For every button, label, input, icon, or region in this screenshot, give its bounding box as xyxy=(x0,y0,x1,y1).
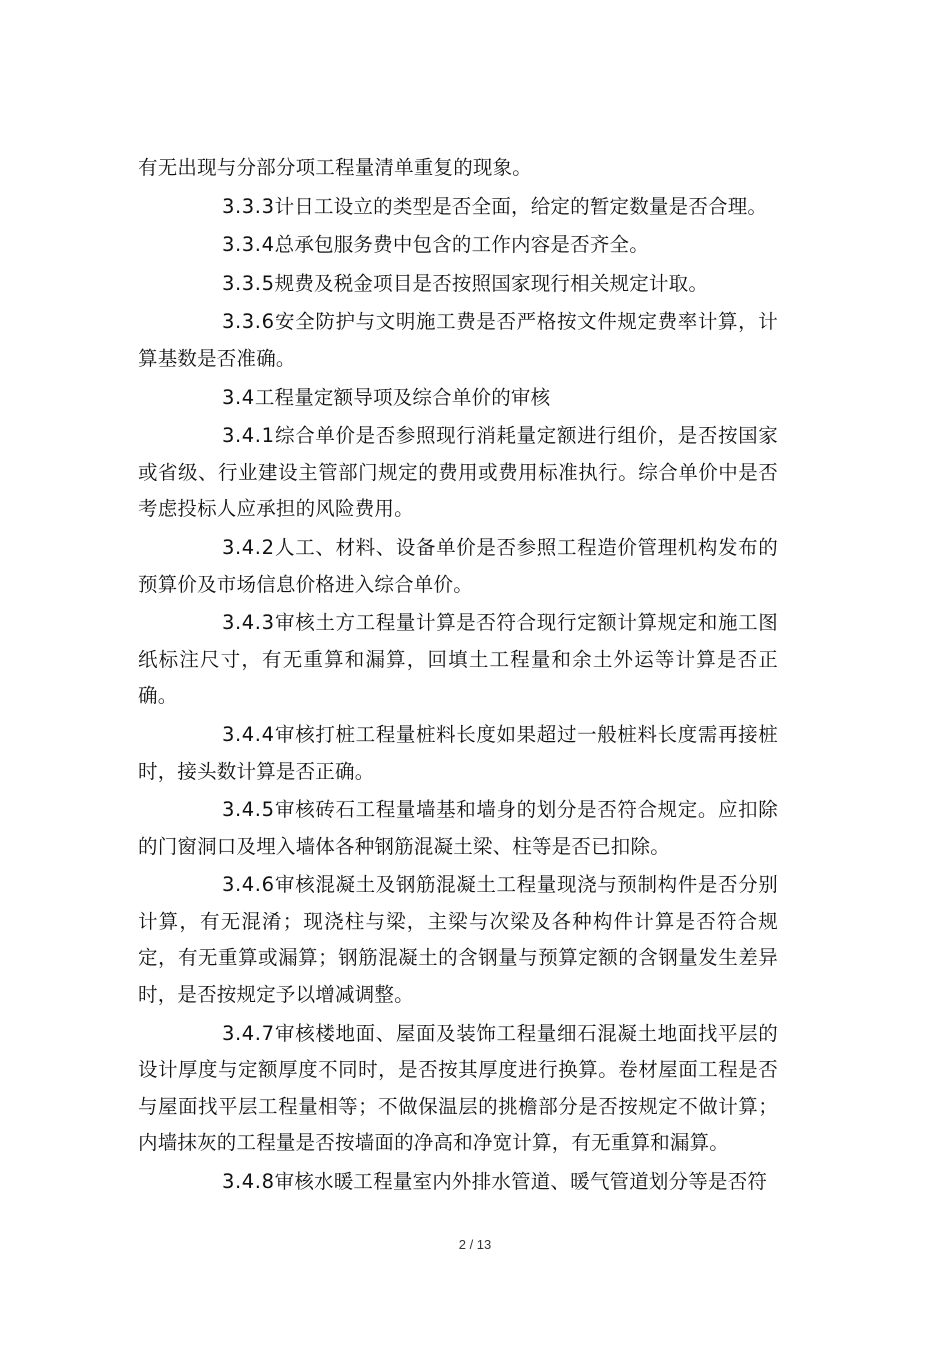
section-number: 3.3.3 xyxy=(222,194,275,218)
section-number: 3.4.7 xyxy=(222,1021,275,1045)
paragraph-3-4-6 xyxy=(138,867,778,1013)
paragraph-3-3-4 xyxy=(138,227,778,264)
section-number: 3.4.2 xyxy=(222,535,275,559)
section-number: 3.3.4 xyxy=(222,233,275,257)
section-number: 3.4.8 xyxy=(222,1170,275,1194)
paragraph-text: 计日工设立的类型是否全面，给定的暂定数量是否合理。 xyxy=(274,194,768,218)
document-body xyxy=(138,150,778,1203)
paragraph-3-4-5 xyxy=(138,792,778,865)
section-number: 3.4 xyxy=(222,385,255,409)
section-number: 3.4.1 xyxy=(222,424,275,448)
paragraph-text: 审核水暖工程量室内外排水管道、暖气管道划分等是否符 xyxy=(274,1170,768,1194)
section-heading-3-4 xyxy=(138,380,778,417)
paragraph-text: 审核土方工程量计算是否符合现行定额计算规定和施工图纸标注尺寸，有无重算和漏算，回填土工程量和余土外运等计算是否正确。 xyxy=(138,611,778,708)
paragraph-text: 审核打桩工程量桩料长度如果超过一般桩料长度需再接桩时，接头数计算是否正确。 xyxy=(138,722,778,783)
paragraph-3-3-5 xyxy=(138,266,778,303)
section-number: 3.4.3 xyxy=(222,611,275,635)
section-number: 3.4.5 xyxy=(222,798,275,822)
paragraph-0 xyxy=(138,150,778,187)
paragraph-text: 规费及税金项目是否按照国家现行相关规定计取。 xyxy=(274,271,709,295)
paragraph-text: 有无出现与分部分项工程量清单重复的现象。 xyxy=(138,156,533,179)
paragraph-text: 审核混凝土及钢筋混凝土工程量现浇与预制构件是否分别计算，有无混淆；现浇柱与梁，主梁与次梁及各种构件计算是否符合规定，有无重算或漏算；钢筋混凝土的含钢量与预算定额的含钢量发生差异时，是否按规定予以增减调整。 xyxy=(138,873,778,1007)
paragraph-3-3-6 xyxy=(138,304,778,377)
section-number: 3.4.4 xyxy=(222,722,275,746)
paragraph-text: 总承包服务费中包含的工作内容是否齐全。 xyxy=(274,233,649,257)
paragraph-text: 综合单价是否参照现行消耗量定额进行组价，是否按国家或省级、行业建设主管部门规定的费用或费用标准执行。综合单价中是否考虑投标人应承担的风险费用。 xyxy=(138,424,778,521)
section-number: 3.4.6 xyxy=(222,873,275,897)
page-number: 2 / 13 xyxy=(458,1237,492,1252)
paragraph-3-4-3 xyxy=(138,605,778,715)
paragraph-text: 安全防护与文明施工费是否严格按文件规定费率计算，计算基数是否准确。 xyxy=(138,310,778,370)
paragraph-3-4-2 xyxy=(138,530,778,603)
paragraph-3-3-3 xyxy=(138,189,778,226)
section-number: 3.3.5 xyxy=(222,271,275,295)
section-heading-text: 工程量定额导项及综合单价的审核 xyxy=(254,385,551,409)
paragraph-text: 审核楼地面、屋面及装饰工程量细石混凝土地面找平层的设计厚度与定额厚度不同时，是否按其厚度进行换算。卷材屋面工程是否与屋面找平层工程量相等；不做保温层的挑檐部分是否按规定不做计算；内墙抹灰的工程量是否按墙面的净高和净宽计算，有无重算和漏算。 xyxy=(138,1021,778,1155)
paragraph-text: 审核砖石工程量墙基和墙身的划分是否符合规定。应扣除的门窗洞口及埋入墙体各种钢筋混凝土梁、柱等是否已扣除。 xyxy=(138,798,778,858)
paragraph-3-4-8 xyxy=(138,1164,778,1201)
paragraph-text: 人工、材料、设备单价是否参照工程造价管理机构发布的预算价及市场信息价格进入综合单价。 xyxy=(138,535,778,596)
section-number: 3.3.6 xyxy=(222,310,275,334)
paragraph-3-4-1 xyxy=(138,418,778,528)
paragraph-3-4-4 xyxy=(138,717,778,790)
paragraph-3-4-7 xyxy=(138,1016,778,1162)
